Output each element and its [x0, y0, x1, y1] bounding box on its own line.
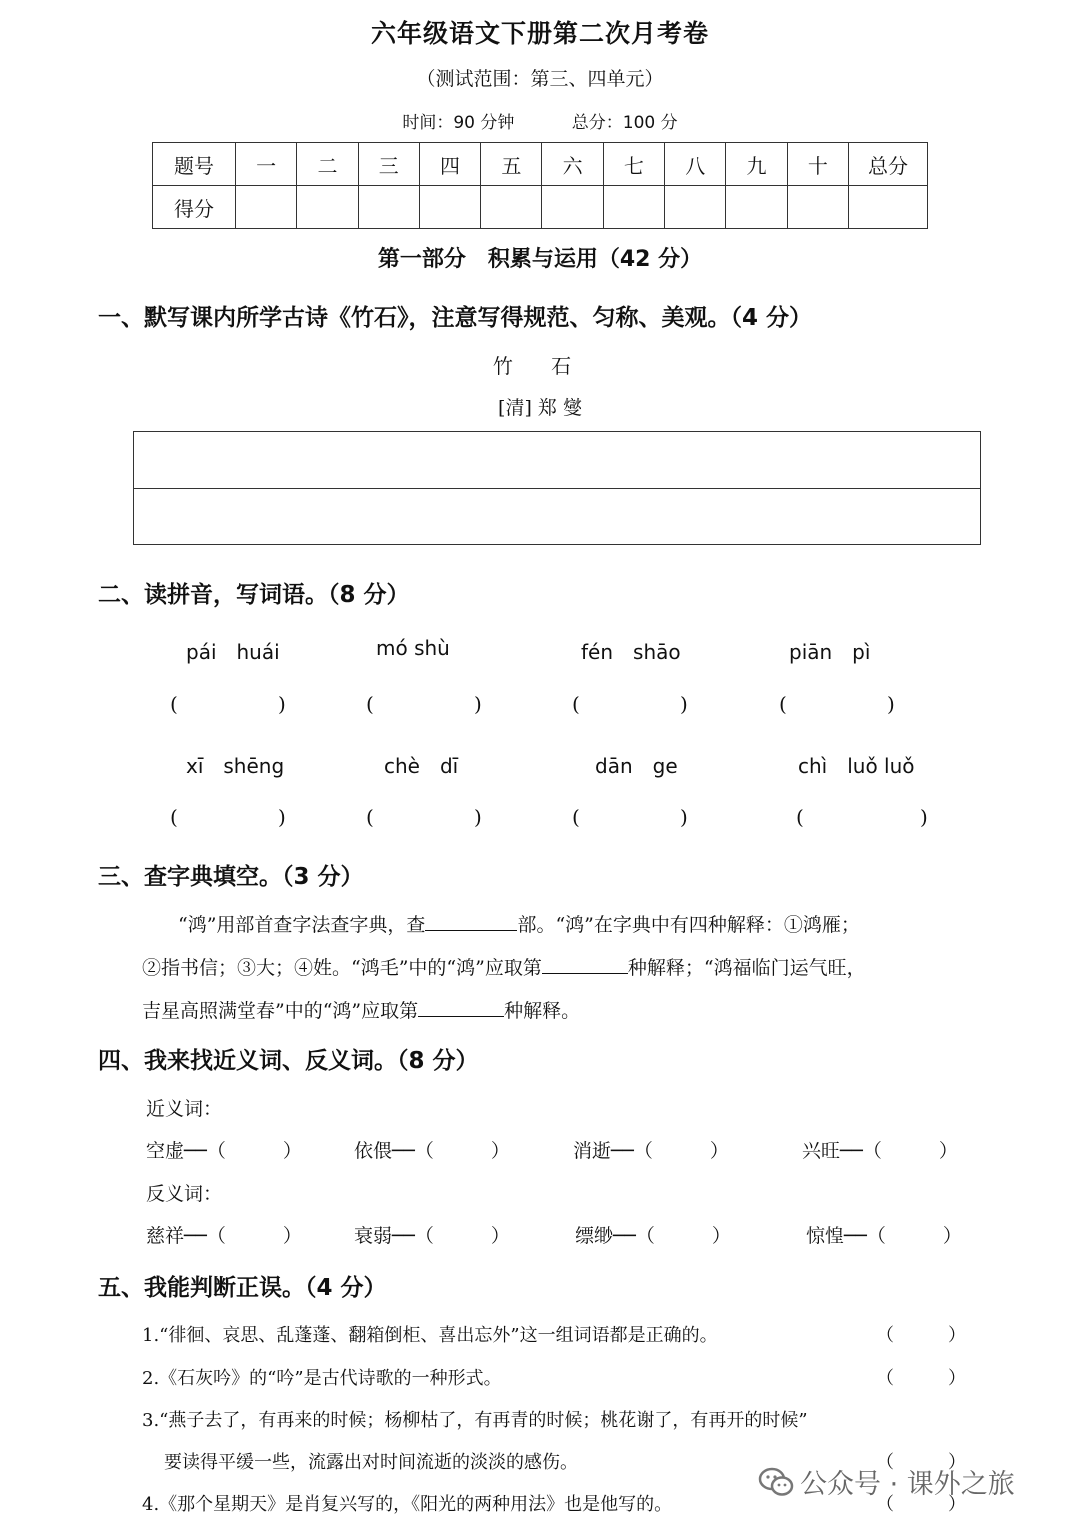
q3-text: “鸿”用部首查字法查字典，查: [178, 914, 426, 936]
score-input-cell[interactable]: [787, 186, 848, 229]
q3-text: 种解释。: [504, 1000, 581, 1022]
answer-paren-open: (: [170, 805, 178, 829]
exam-subtitle: （测试范围：第三、四单元）: [416, 68, 664, 90]
q3-line-1: [178, 910, 860, 937]
antonym-item: 慈祥──（ ）: [146, 1225, 302, 1247]
pinyin-item: chè dī: [384, 754, 459, 778]
pinyin-item: fén shāo: [581, 640, 681, 664]
fill-blank[interactable]: [542, 954, 628, 974]
part-one-title: 第一部分 积累与运用（42 分）: [377, 247, 703, 272]
poem-title: 竹 石: [492, 354, 588, 378]
exam-title: 六年级语文下册第二次月考卷: [370, 19, 709, 48]
synonym-item: 兴旺──（ ）: [802, 1140, 958, 1162]
writing-box-divider: [134, 488, 980, 489]
answer-paren-close: ): [680, 692, 688, 716]
score-table: [152, 142, 928, 229]
pinyin-item: mó shù: [376, 636, 450, 660]
score-cell: 七: [603, 143, 664, 186]
q3-text: 部。“鸿”在字典中有四种解释：①鸿雁；: [517, 914, 860, 936]
question-4-heading: 四、我来找近义词、反义词。（8 分）: [98, 1048, 479, 1074]
score-row-label: 得分: [153, 186, 236, 229]
score-input-cell[interactable]: [542, 186, 603, 229]
score-cell: 六: [542, 143, 603, 186]
answer-paren-open: (: [572, 805, 580, 829]
q3-line-3: [142, 996, 580, 1023]
judge-answer-paren[interactable]: （ ）: [876, 1368, 966, 1389]
score-cell: 三: [358, 143, 419, 186]
question-1-heading: 一、默写课内所学古诗《竹石》，注意写得规范、匀称、美观。（4 分）: [98, 305, 813, 331]
score-cell: 题号: [153, 143, 236, 186]
answer-paren-close: ): [474, 692, 482, 716]
exam-total: 总分：100 分: [571, 113, 678, 133]
score-input-cell[interactable]: [849, 186, 928, 229]
answer-paren-open: (: [796, 805, 804, 829]
antonym-item: 缥缈──（ ）: [575, 1225, 731, 1247]
pinyin-item: chì luǒ luǒ: [798, 754, 915, 778]
judge-answer-paren[interactable]: （ ）: [876, 1494, 966, 1515]
score-input-cell[interactable]: [665, 186, 726, 229]
pinyin-item: piān pì: [789, 640, 871, 664]
answer-paren-open: (: [572, 692, 580, 716]
score-cell: 五: [481, 143, 542, 186]
watermark-text: 公众号 · 课外之旅: [800, 1469, 1015, 1500]
score-cell: 四: [419, 143, 480, 186]
synonym-item: 空虚──（ ）: [146, 1140, 302, 1162]
judge-answer-paren[interactable]: （ ）: [876, 1452, 966, 1473]
antonym-item: 衰弱──（ ）: [354, 1225, 510, 1247]
q3-text: 吉星高照满堂春”中的“鸿”应取第: [142, 1000, 419, 1022]
score-table-header-row: [153, 143, 928, 186]
poem-author: [清] 郑 燮: [498, 397, 582, 419]
pinyin-item: dān ge: [595, 754, 678, 778]
q3-text: ②指书信；③大；④姓。“鸿毛”中的“鸿”应取第: [142, 957, 542, 979]
judge-item: 1.“徘徊、哀思、乱蓬蓬、翻箱倒柜、喜出忘外”这一组词语都是正确的。: [142, 1325, 718, 1346]
question-5-heading: 五、我能判断正误。（4 分）: [98, 1275, 387, 1301]
judge-item: 2.《石灰吟》的“吟”是古代诗歌的一种形式。: [142, 1368, 502, 1389]
exam-time-info: [0, 108, 1080, 133]
score-input-cell[interactable]: [297, 186, 358, 229]
watermark: [758, 1462, 1015, 1504]
score-cell: 一: [236, 143, 297, 186]
synonym-item: 消逝──（ ）: [573, 1140, 729, 1162]
score-cell: 总分: [849, 143, 928, 186]
exam-time: 时间：90 分钟: [402, 113, 515, 133]
score-cell: 九: [726, 143, 787, 186]
answer-paren-open: (: [366, 692, 374, 716]
score-input-cell[interactable]: [481, 186, 542, 229]
pinyin-item: pái huái: [186, 640, 280, 664]
synonym-label: 近义词：: [146, 1098, 223, 1120]
score-input-cell[interactable]: [358, 186, 419, 229]
judge-item-continued: 要读得平缓一些，流露出对时间流逝的淡淡的感伤。: [164, 1452, 578, 1473]
answer-paren-close: ): [920, 805, 928, 829]
score-table-score-row: [153, 186, 928, 229]
synonym-item: 依偎──（ ）: [354, 1140, 510, 1162]
fill-blank[interactable]: [418, 997, 504, 1017]
answer-paren-close: ): [680, 805, 688, 829]
answer-paren-close: ): [278, 805, 286, 829]
score-cell: 二: [297, 143, 358, 186]
score-input-cell[interactable]: [603, 186, 664, 229]
judge-answer-paren[interactable]: （ ）: [876, 1325, 966, 1346]
score-cell: 八: [665, 143, 726, 186]
question-2-heading: 二、读拼音，写词语。（8 分）: [98, 582, 410, 608]
answer-paren-close: ): [278, 692, 286, 716]
answer-paren-close: ): [887, 692, 895, 716]
score-input-cell[interactable]: [419, 186, 480, 229]
antonym-label: 反义词：: [146, 1183, 223, 1205]
judge-item: 3.“燕子去了，有再来的时候；杨柳枯了，有再青的时候；桃花谢了，有再开的时候”: [142, 1410, 808, 1431]
answer-paren-open: (: [170, 692, 178, 716]
fill-blank[interactable]: [425, 911, 517, 931]
antonym-item: 惊惶──（ ）: [806, 1225, 962, 1247]
score-cell: 十: [787, 143, 848, 186]
wechat-icon: [758, 1467, 794, 1504]
judge-item: 4.《那个星期天》是肖复兴写的，《阳光的两种用法》也是他写的。: [142, 1494, 673, 1515]
answer-paren-open: (: [366, 805, 374, 829]
poem-writing-box[interactable]: [133, 431, 981, 545]
score-input-cell[interactable]: [726, 186, 787, 229]
q3-text: 种解释；“鸿福临门运气旺，: [627, 957, 866, 979]
score-input-cell[interactable]: [236, 186, 297, 229]
answer-paren-close: ): [474, 805, 482, 829]
q3-line-2: [142, 953, 866, 980]
question-3-heading: 三、查字典填空。（3 分）: [98, 864, 364, 890]
pinyin-item: xī shēng: [186, 754, 285, 778]
answer-paren-open: (: [779, 692, 787, 716]
